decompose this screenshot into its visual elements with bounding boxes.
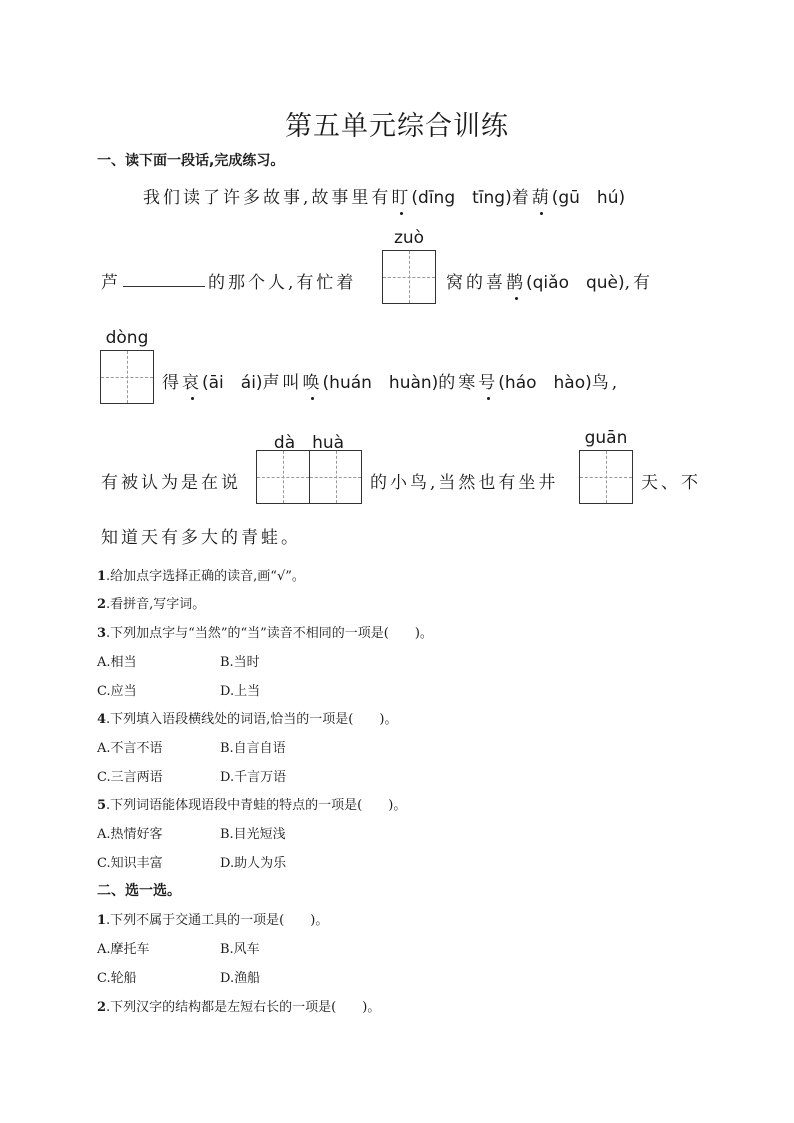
- dotted-char: 号: [478, 368, 498, 393]
- question-text: .下列词语能体现语段中青蛙的特点的一项是( )。: [106, 798, 407, 813]
- pinyin-label: guān: [584, 428, 628, 448]
- passage-text: 知道天有多大的青蛙。: [101, 528, 301, 548]
- dotted-char: 唤: [303, 368, 323, 393]
- option-c[interactable]: C.知识丰富: [97, 856, 163, 871]
- question-2: [97, 593, 205, 612]
- passage-line-1: [143, 183, 625, 208]
- passage-text: 的那个人,有忙着: [208, 273, 357, 293]
- passage-text: 的寒: [438, 373, 479, 393]
- question-5: [97, 794, 406, 813]
- question-text: .下列不属于交通工具的一项是( )。: [106, 913, 329, 928]
- section-2-heading: 二、选一选。: [97, 883, 181, 899]
- option-a[interactable]: A.摩托车: [97, 942, 150, 957]
- question-text: .下列填入语段横线处的词语,恰当的一项是( )。: [106, 712, 398, 727]
- passage-text: ,有: [624, 273, 654, 293]
- question-text: .给加点字选择正确的读音,画“√”。: [106, 569, 305, 584]
- question-1: [97, 909, 328, 928]
- passage-text: 天、不: [641, 473, 701, 493]
- grid-cell[interactable]: [101, 351, 153, 403]
- fill-blank[interactable]: [123, 270, 205, 287]
- question-number: 2: [97, 597, 107, 612]
- dotted-char: 鹊: [506, 268, 526, 293]
- grid-cell[interactable]: [309, 451, 361, 503]
- option-b[interactable]: B.目光短浅: [220, 827, 286, 842]
- grid-cell[interactable]: [383, 251, 435, 303]
- passage-text: 有被认为是在说: [101, 473, 241, 493]
- passage-text: 得: [162, 373, 182, 393]
- question-2: [97, 996, 380, 1015]
- option-c[interactable]: C.三言两语: [97, 770, 163, 785]
- section-1-heading: 一、读下面一段话,完成练习。: [97, 153, 285, 169]
- question-number: 3: [97, 626, 107, 641]
- option-a[interactable]: A.热情好客: [97, 827, 163, 842]
- pinyin-choice: (huán huàn): [322, 373, 439, 393]
- writing-grid[interactable]: [100, 350, 154, 404]
- passage-text: 鸟,: [591, 373, 621, 393]
- passage-text: 我们读了许多故事,故事里有: [143, 188, 392, 208]
- option-a[interactable]: A.相当: [97, 655, 137, 670]
- question-text: .下列汉字的结构都是左短右长的一项是( )。: [106, 1000, 381, 1015]
- writing-grid[interactable]: [579, 450, 633, 504]
- option-c[interactable]: C.应当: [97, 684, 137, 699]
- page-title: 第五单元综合训练: [285, 111, 509, 142]
- passage-text: 窝的喜: [446, 273, 506, 293]
- question-1: [97, 565, 305, 584]
- pinyin-label: dà huà: [273, 433, 345, 453]
- grid-cell[interactable]: [257, 451, 309, 503]
- grid-cell[interactable]: [580, 451, 632, 503]
- question-3: [97, 622, 433, 641]
- question-4: [97, 708, 397, 727]
- option-a[interactable]: A.不言不语: [97, 741, 163, 756]
- passage-text: 芦: [101, 273, 121, 293]
- dotted-char: 哀: [182, 368, 202, 393]
- option-b[interactable]: B.风车: [220, 942, 260, 957]
- question-number: 2: [97, 1000, 107, 1015]
- option-d[interactable]: D.渔船: [220, 971, 261, 986]
- question-text: .看拼音,写字词。: [106, 597, 206, 612]
- pinyin-choice: (dīng tīng): [411, 188, 512, 208]
- pinyin-choice: (qiǎo què): [526, 273, 625, 293]
- pinyin-choice: (gū hú): [551, 188, 626, 208]
- writing-grid[interactable]: [382, 250, 436, 304]
- passage-line-3: [162, 368, 620, 393]
- option-d[interactable]: D.千言万语: [220, 770, 287, 785]
- passage-line-2-tail: [446, 268, 653, 293]
- question-text: .下列加点字与“当然”的“当”读音不相同的一项是( )。: [106, 626, 433, 641]
- question-number: 4: [97, 712, 107, 727]
- pinyin-choice: (háo hào): [498, 373, 592, 393]
- writing-grid[interactable]: [256, 450, 362, 504]
- passage-text: 声叫: [262, 373, 303, 393]
- question-number: 1: [97, 913, 107, 928]
- question-number: 5: [97, 798, 107, 813]
- pinyin-label: dòng: [105, 328, 149, 348]
- passage-text: 的小鸟,当然也有坐井: [370, 473, 559, 493]
- option-b[interactable]: B.当时: [220, 655, 260, 670]
- dotted-char: 盯: [391, 183, 411, 208]
- dotted-char: 葫: [532, 183, 552, 208]
- pinyin-label: zuò: [393, 228, 425, 248]
- option-c[interactable]: C.轮船: [97, 971, 137, 986]
- option-d[interactable]: D.上当: [220, 684, 261, 699]
- option-d[interactable]: D.助人为乐: [220, 856, 287, 871]
- pinyin-choice: (āi ái): [202, 373, 263, 393]
- question-number: 1: [97, 569, 107, 584]
- option-b[interactable]: B.自言自语: [220, 741, 286, 756]
- passage-text: 着: [511, 188, 532, 208]
